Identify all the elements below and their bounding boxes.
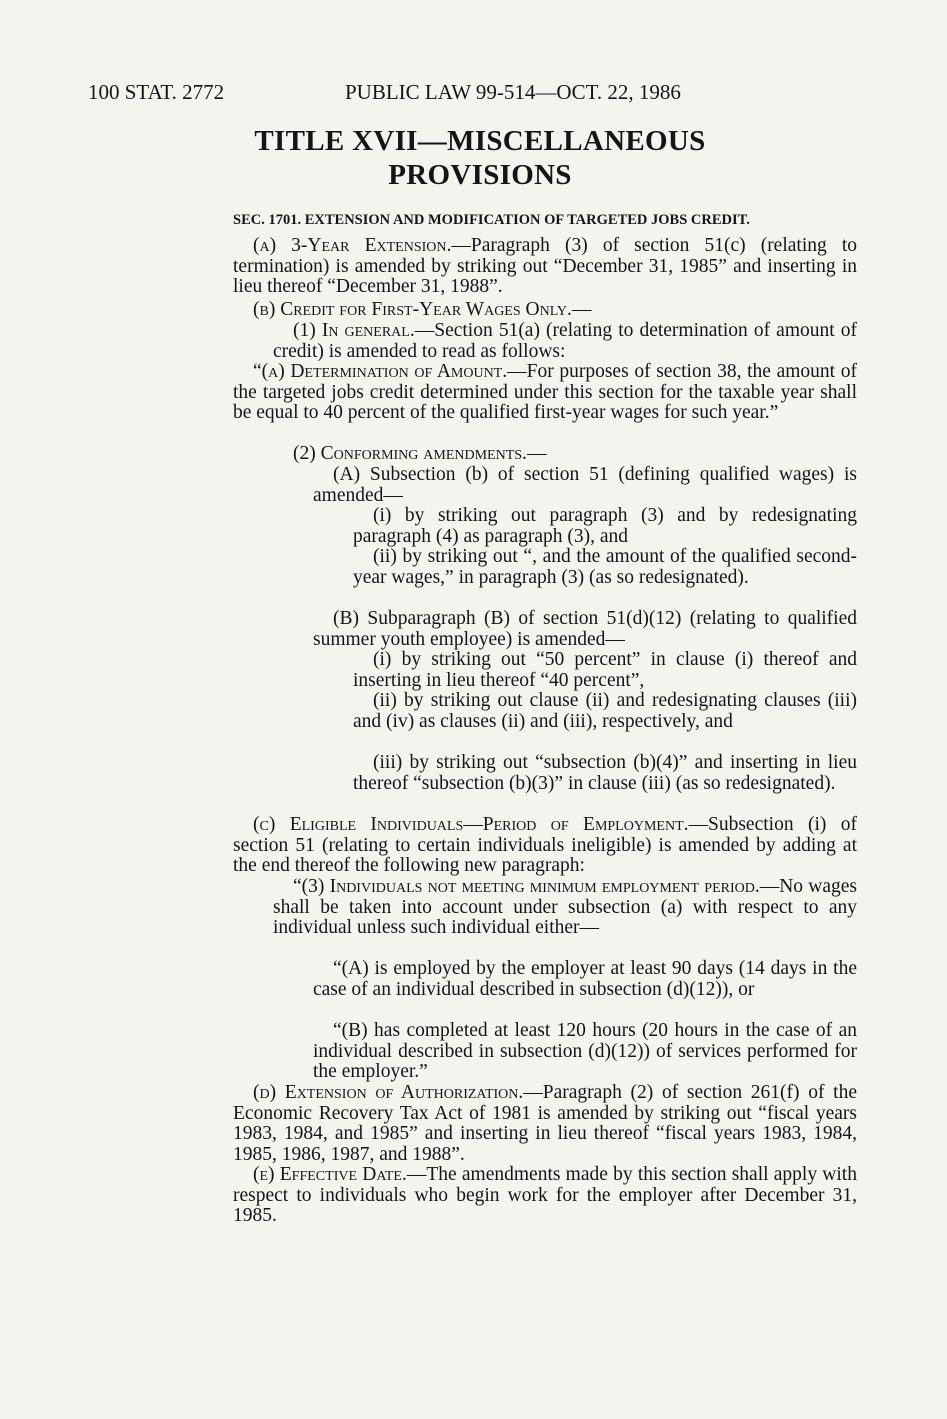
paragraph-c3	[273, 877, 857, 939]
paragraph-b-heading: (b) Credit for First-Year Wages Only.	[253, 299, 572, 320]
section-heading: SEC. 1701. EXTENSION AND MODIFICATION OF TARGETED JOBS CREDIT.	[233, 212, 750, 228]
paragraph-c	[233, 815, 857, 877]
paragraph-e-heading: (e) Effective Date.	[253, 1164, 407, 1185]
paragraph-b-text: —	[571, 299, 592, 320]
paragraph-c3B: “(B) has completed at least 120 hours (20 hours in the case of an individual described in subsection (d)(12)) of services performed for the employer.”	[313, 1020, 857, 1082]
paragraph-e-text: —The amendments made by this section shall apply with respect to individuals who begin work for the employer after December 31, 1985.	[233, 1164, 857, 1226]
paragraph-b1a-text: —For purposes of section 38, the amount of the targeted jobs credit determined under this section for the taxable year shall be equal to 40 percent of the qualified first-year wages for such year.”	[233, 361, 857, 423]
paragraph-b2Biii: (iii) by striking out “subsection (b)(4)” and inserting in lieu thereof “subsection (b)(3)” in clause (iii) (as so redesignated).	[353, 752, 857, 794]
title-line-2: PROVISIONS	[388, 159, 572, 191]
paragraph-b2Bii: (ii) by striking out clause (ii) and redesignating clauses (iii) and (iv) as clauses (ii) and (iii), respectively, and	[353, 690, 857, 732]
paragraph-b2A: (A) Subsection (b) of section 51 (defining qualified wages) is amended—	[313, 464, 857, 506]
paragraph-b2Ai: (i) by striking out paragraph (3) and by redesignating paragraph (4) as paragraph (3), and	[353, 505, 857, 547]
title-heading	[200, 124, 760, 192]
paragraph-d-heading: (d) Extension of Authorization.	[253, 1082, 524, 1103]
paragraph-b1	[273, 321, 857, 362]
paragraph-c3-heading: “(3) Individuals not meeting minimum employment period.	[293, 876, 760, 897]
paragraph-d-text: —Paragraph (2) of section 261(f) of the Economic Recovery Tax Act of 1981 is amended by striking out “fiscal years 1983, 1984, and 1985” and inserting in lieu thereof “fiscal years 1983, 1984, 1985, 1986, 1987, and 1988”.	[233, 1082, 857, 1165]
paragraph-e	[233, 1165, 857, 1227]
paragraph-d	[233, 1083, 857, 1165]
paragraph-c-heading: (c) Eligible Individuals—Period of Employment.	[253, 814, 689, 835]
stat-citation: 100 STAT. 2772	[88, 80, 225, 104]
paragraph-b1a-heading: “(a) Determination of Amount.	[253, 361, 508, 382]
law-header: PUBLIC LAW 99-514—OCT. 22, 1986	[345, 80, 681, 104]
paragraph-a	[233, 236, 857, 298]
paragraph-b	[233, 300, 857, 321]
paragraph-b2Bi: (i) by striking out “50 percent” in clause (i) thereof and inserting in lieu thereof “40 percent”,	[353, 649, 857, 691]
paragraph-a-text: —Paragraph (3) of section 51(c) (relating to termination) is amended by striking out “December 31, 1985” and inserting in lieu thereof “December 31, 1988”.	[233, 235, 858, 297]
paragraph-b1-heading: (1) In general.	[293, 320, 415, 341]
paragraph-c3-text: —No wages shall be taken into account under subsection (a) with respect to any individual unless such individual either—	[273, 876, 857, 938]
paragraph-b1-text: —Section 51(a) (relating to determination of amount of credit) is amended to read as follows:	[273, 320, 857, 362]
paragraph-b2Aii: (ii) by striking out “, and the amount of the qualified second-year wages,” in paragraph (3) (as so redesignated).	[353, 546, 857, 588]
paragraph-b2-heading: (2) Conforming amendments.	[293, 443, 527, 464]
paragraph-b1a	[233, 362, 857, 424]
paragraph-c3A: “(A) is employed by the employer at least 90 days (14 days in the case of an individual described in subsection (d)(12)), or	[313, 958, 857, 1000]
paragraph-a-heading: (a) 3-Year Extension.	[253, 235, 452, 256]
paragraph-b2B: (B) Subparagraph (B) of section 51(d)(12) (relating to qualified summer youth employee) is amended—	[313, 608, 857, 650]
title-line-1: TITLE XVII—MISCELLANEOUS	[254, 125, 706, 157]
paragraph-b2-text: —	[526, 443, 547, 464]
paragraph-c-text: —Subsection (i) of section 51 (relating to certain individuals ineligible) is amended by adding at the end thereof the following new paragraph:	[233, 814, 857, 876]
paragraph-b2	[293, 443, 857, 465]
